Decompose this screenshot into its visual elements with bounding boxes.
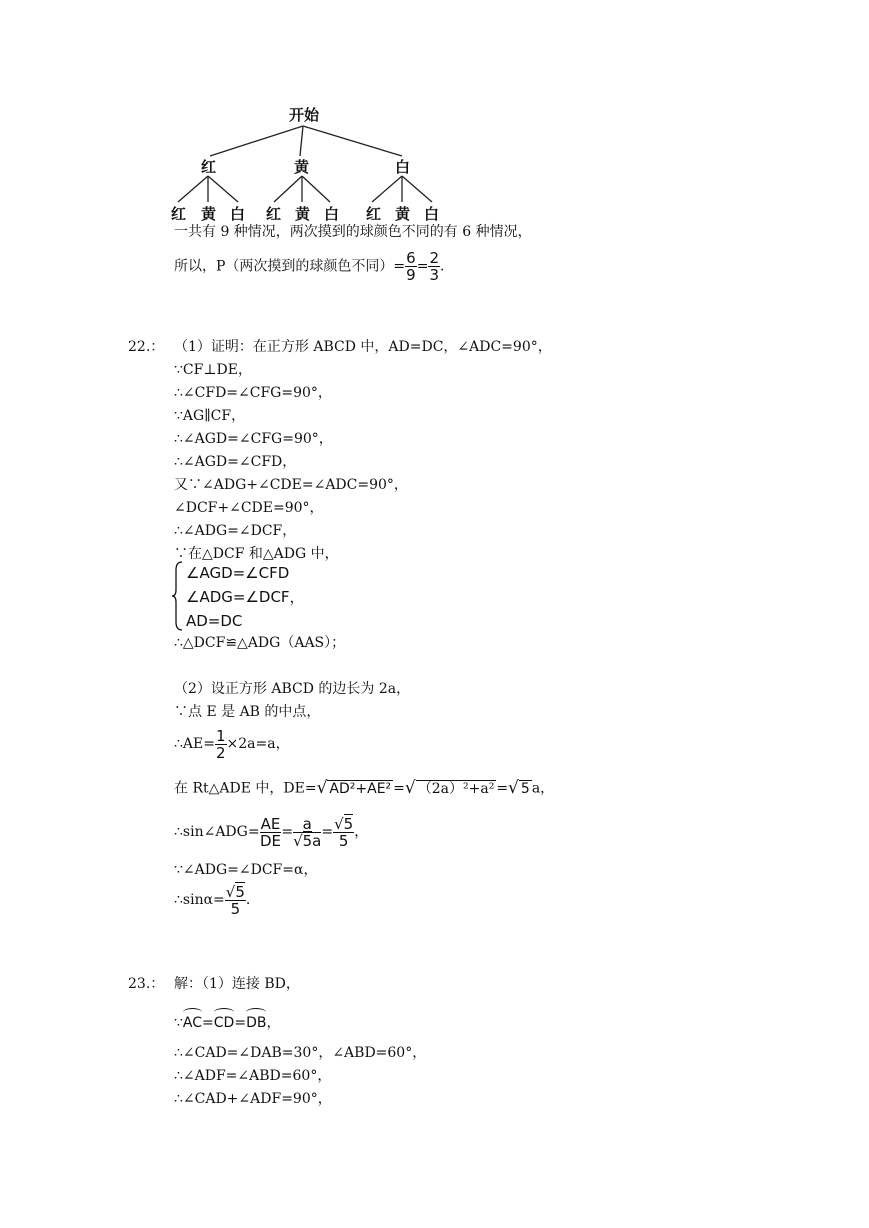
q22-line: ∴∠ADG=∠DCF， xyxy=(174,523,297,539)
arc-notation: CD xyxy=(214,1008,235,1034)
fraction: $\frac{2}{3}$ xyxy=(429,249,439,284)
tree-root: 开始 xyxy=(289,106,320,124)
tree-level1-yellow: 黄 xyxy=(294,158,310,176)
radical: √ 5 xyxy=(508,778,530,798)
q22-part2-line: （2）设正方形 ABCD 的边长为 2a， xyxy=(174,681,411,697)
fraction: $\frac{6}{9}$ xyxy=(406,249,416,284)
q22-part2-line: ∴sinα= $\frac{√5}{5}$ . xyxy=(174,882,251,918)
system-eq: ∠AGD=∠CFD xyxy=(186,564,290,582)
fraction: $\frac{1}{2}$ xyxy=(215,726,226,762)
q22-line: ∠DCF+∠CDE=90°， xyxy=(174,500,324,516)
q22-part2-line: ∵点 E 是 AB 的中点， xyxy=(174,704,321,720)
arc-notation: DB xyxy=(246,1008,266,1034)
q22-part2-line: ∵∠ADG=∠DCF=α， xyxy=(174,862,318,878)
radical: √ AD²+AE² xyxy=(316,778,392,798)
tree-leaf: 红 xyxy=(266,205,282,223)
q22-line: ∵AG∥CF， xyxy=(174,408,246,424)
tree-leaf: 白 xyxy=(230,205,246,223)
tree-leaf: 白 xyxy=(324,205,340,223)
fraction: $\frac{a}{√5a}$ xyxy=(293,814,322,850)
system-eq: AD=DC xyxy=(186,612,243,630)
q22-line: （1）证明：在正方形 ABCD 中，AD=DC，∠ADC=90°， xyxy=(174,339,552,355)
q22-line: ∴∠AGD=∠CFD， xyxy=(174,454,297,470)
q23-line: ∴∠CAD=∠DAB=30°，∠ABD=60°， xyxy=(174,1045,427,1061)
question-number: 23.： xyxy=(128,976,165,992)
q22-line: ∴∠AGD=∠CFG=90°， xyxy=(174,431,333,447)
system-eq: ∠ADG=∠DCF， xyxy=(186,588,305,606)
q21-line2: 所以，P（两次摸到的球颜色不同）= $\frac{6}{9}$ = $\frac{2}{3}$ . xyxy=(174,249,445,284)
fraction: $\frac{√5}{5}$ xyxy=(334,814,354,850)
q23-line: ∴∠CAD+∠ADF=90°， xyxy=(174,1091,332,1107)
q22-part2-line: 在 Rt△ADE 中，DE=√ AD²+AE² =√ （2a）²+a² =√ 5 a， xyxy=(174,776,554,801)
q23-line: ∴∠ADF=∠ABD=60°， xyxy=(174,1068,332,1084)
tree-leaf: 红 xyxy=(171,205,187,223)
q22-line: ∵CF⊥DE， xyxy=(174,362,252,378)
tree-leaf: 白 xyxy=(424,205,440,223)
q22-line: ∵在△DCF 和△ADG 中， xyxy=(174,546,339,562)
tree-leaf: 黄 xyxy=(395,205,411,223)
fraction: $\frac{√5}{5}$ xyxy=(225,882,245,918)
tree-level1-white: 白 xyxy=(395,158,411,176)
tree-level1-red: 红 xyxy=(201,158,217,176)
tree-leaf: 黄 xyxy=(201,205,217,223)
tree-leaf: 黄 xyxy=(295,205,311,223)
arc-notation: AC xyxy=(183,1008,202,1034)
question-number: 22.： xyxy=(128,339,165,355)
left-brace xyxy=(172,560,184,632)
tree-leaf: 红 xyxy=(366,205,382,223)
radical: √ （2a）²+a² xyxy=(404,778,495,798)
q22-part2-line: ∴sin∠ADG= $\frac{AE}{DE}$ = $\frac{a}{√5a}$ = $\frac{√5}{5}$ ， xyxy=(174,814,369,850)
q22-conclusion: ∴△DCF≌△ADG（AAS）； xyxy=(174,635,346,651)
q22-line: ∴∠CFD=∠CFG=90°， xyxy=(174,385,332,401)
q21-line1: 一共有 9 种情况，两次摸到的球颜色不同的有 6 种情况， xyxy=(174,224,532,240)
q22-line: 又∵∠ADG+∠CDE=∠ADC=90°， xyxy=(174,477,408,493)
fraction: $\frac{AE}{DE}$ xyxy=(259,814,281,850)
q22-part2-line: ∴AE= $\frac{1}{2}$ ×2a=a， xyxy=(174,726,290,762)
q23-line: 解：（1）连接 BD， xyxy=(174,976,300,992)
q23-arcs-line: ∵AC=CD=DB， xyxy=(174,1008,280,1034)
